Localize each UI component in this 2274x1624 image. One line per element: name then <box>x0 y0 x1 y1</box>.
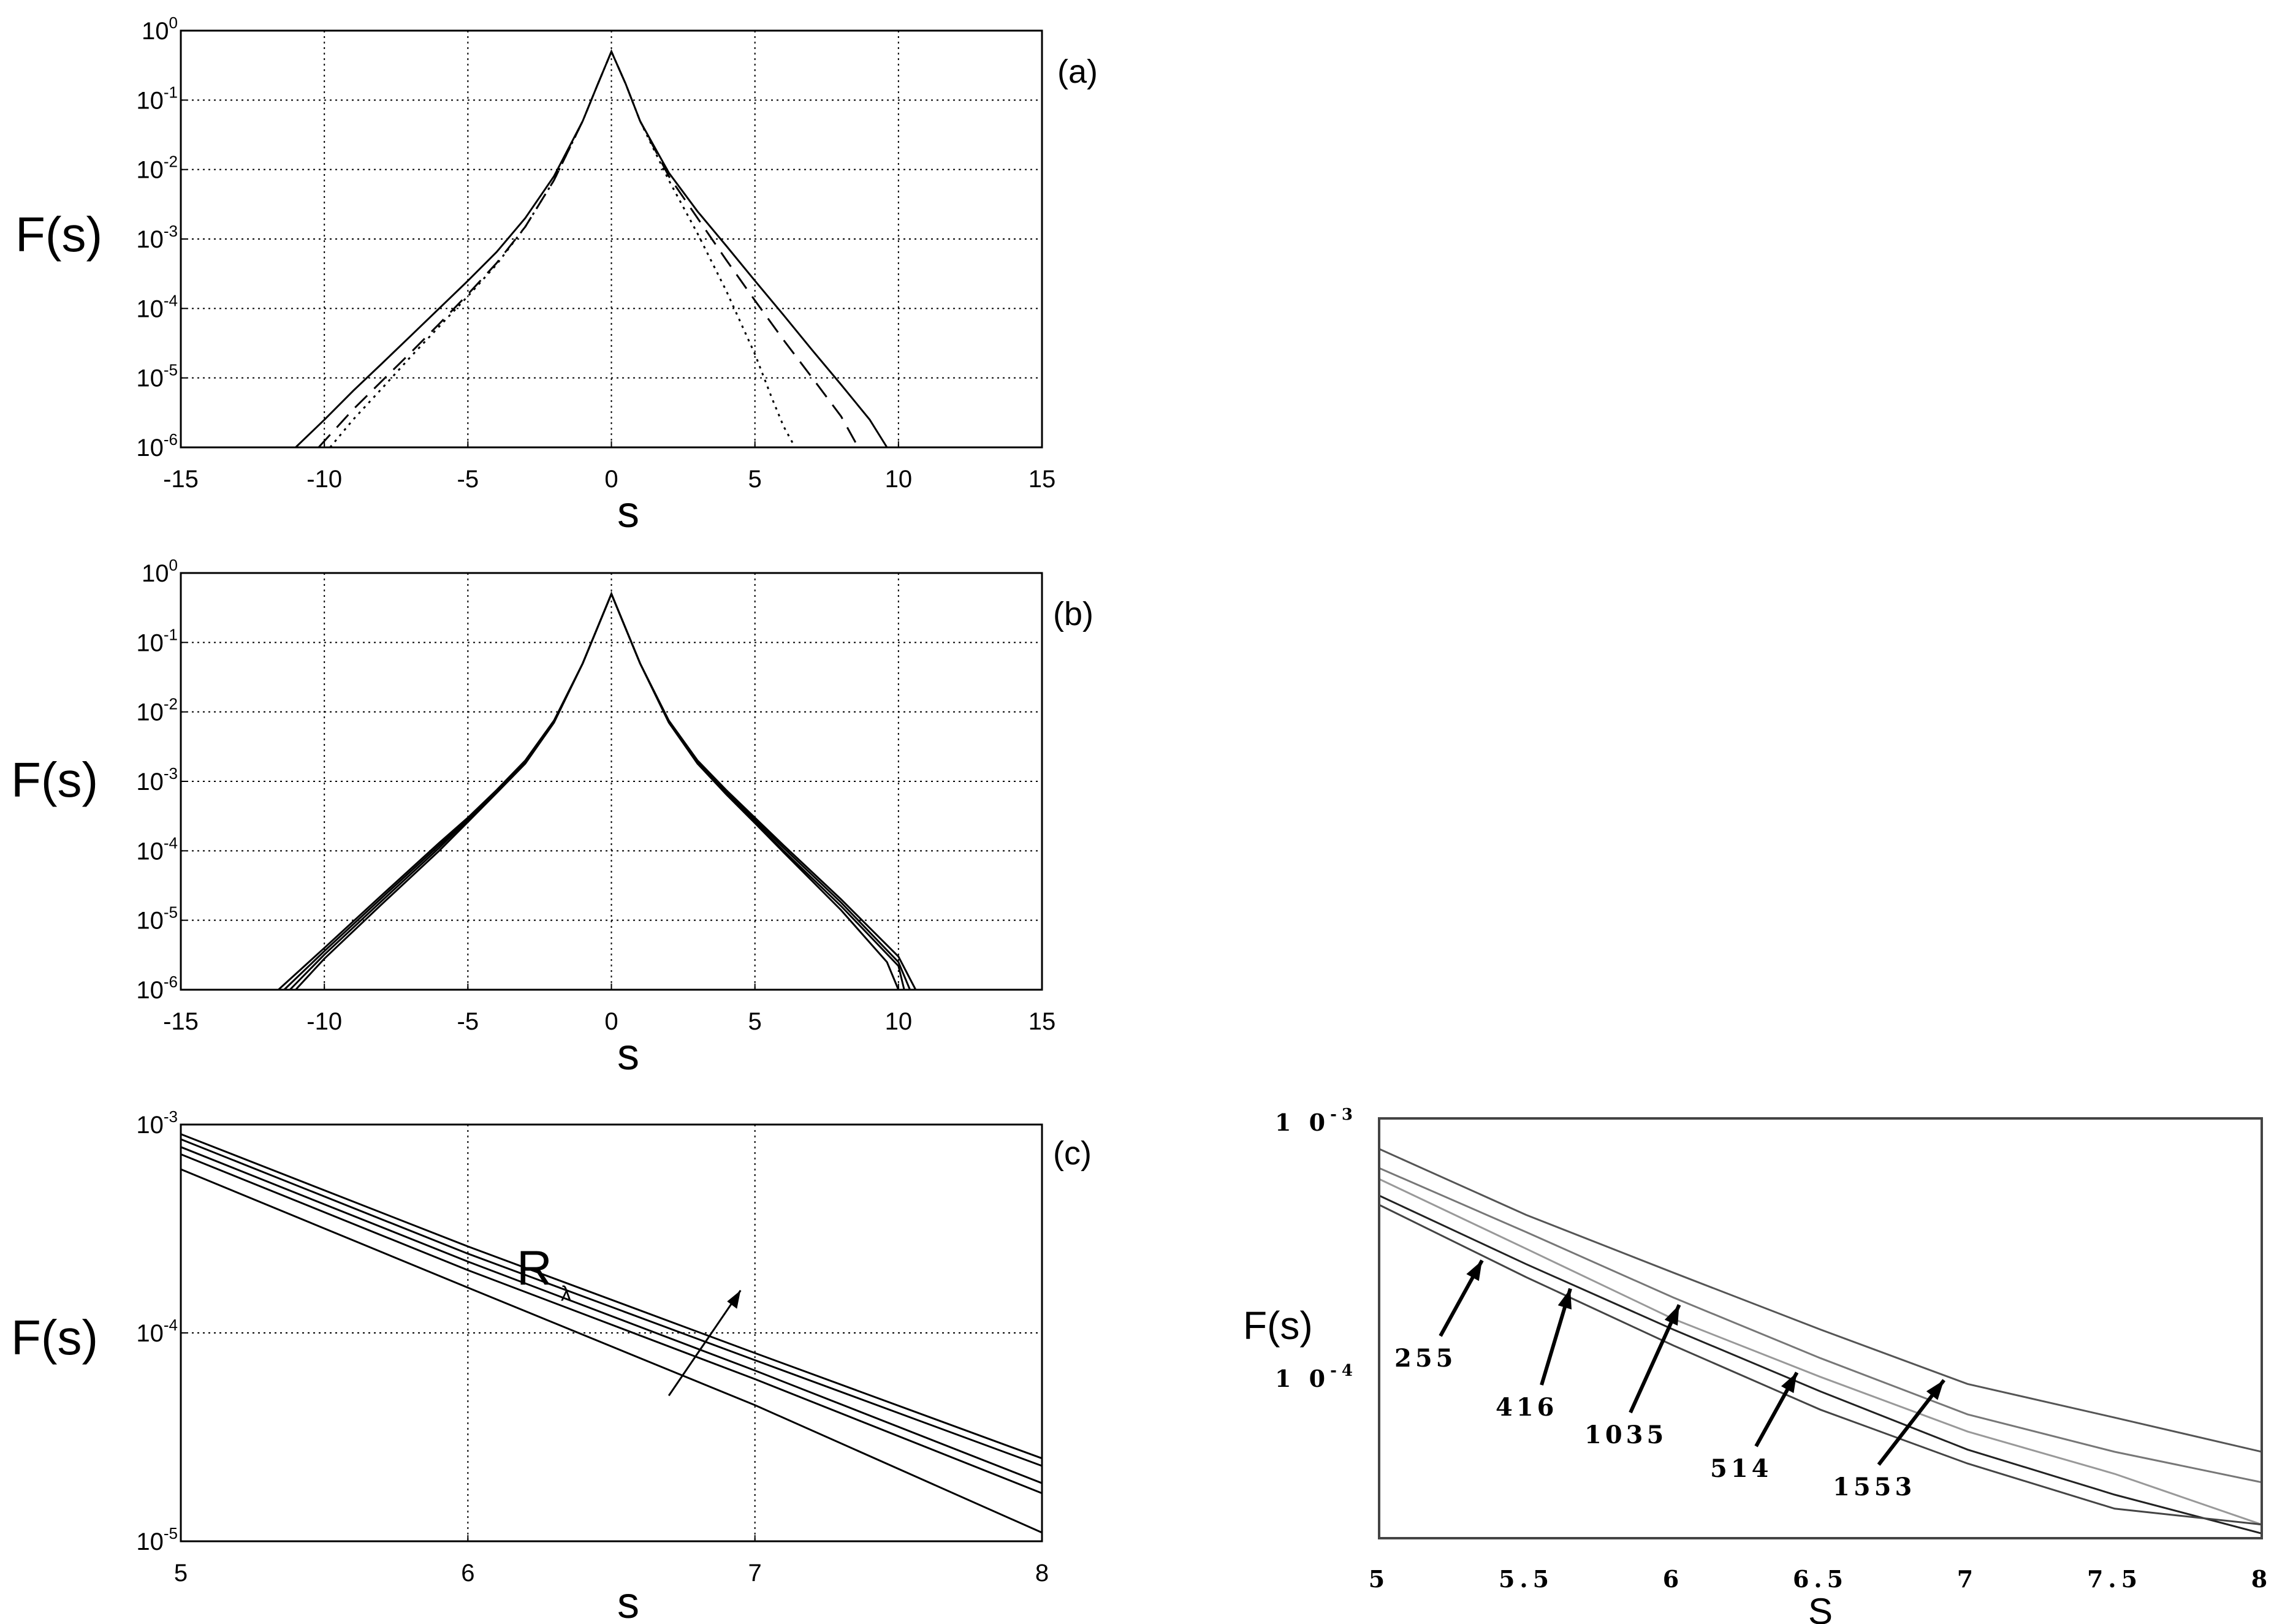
y-tick-base: 10 <box>136 365 164 392</box>
y-tick-exponent: 0 <box>169 13 178 32</box>
y-tick-base: 10 <box>136 87 164 115</box>
y-tick-base: 10 <box>136 156 164 184</box>
series-line <box>284 594 910 990</box>
y-tick-exponent: -5 <box>163 1524 178 1542</box>
series-line <box>181 1155 1042 1493</box>
x-tick-label: -10 <box>306 1008 343 1035</box>
x-tick-label: 8 <box>2251 1565 2273 1593</box>
series-line <box>181 1169 1042 1533</box>
y-tick-label <box>1275 1362 1358 1392</box>
y-tick-base: 10 <box>142 18 169 45</box>
x-tick-label: 5 <box>1368 1565 1390 1593</box>
x-tick-label: 8 <box>1035 1560 1049 1587</box>
chart-panel <box>1243 1106 2272 1624</box>
y-tick-label <box>136 1316 178 1347</box>
x-tick-label: 7 <box>748 1560 762 1587</box>
series-label: 255 <box>1394 1344 1457 1373</box>
y-tick-exponent: -4 <box>1330 1362 1358 1381</box>
x-tick-label: -5 <box>457 466 479 493</box>
x-tick-label: -10 <box>306 466 343 493</box>
y-tick-exponent: -5 <box>163 360 178 379</box>
y-tick-exponent: -5 <box>163 903 178 922</box>
arrowhead-icon <box>1466 1261 1482 1281</box>
x-tick-label: 6.5 <box>1792 1565 1849 1593</box>
x-tick-label: 15 <box>1028 466 1056 493</box>
series-line <box>290 594 904 990</box>
series-line <box>181 1139 1042 1466</box>
y-axis-label: F(s) <box>15 207 103 262</box>
y-tick-base: 10 <box>136 226 164 253</box>
chart-panel <box>11 1107 1092 1624</box>
y-tick-base: 10 <box>142 560 169 587</box>
y-tick-exponent: -3 <box>1330 1106 1358 1124</box>
y-tick-base: 1 0 <box>1275 1365 1331 1393</box>
y-tick-exponent: -3 <box>163 222 178 240</box>
y-tick-label <box>142 13 178 45</box>
y-tick-exponent: -2 <box>163 694 178 713</box>
plot-frame <box>1379 1118 2262 1538</box>
series-label: 416 <box>1496 1393 1558 1422</box>
annotation-label: R <box>516 1240 552 1296</box>
y-tick-base: 10 <box>136 434 164 461</box>
x-axis-label: S <box>1808 1591 1833 1624</box>
x-tick-label: 7.5 <box>2086 1565 2143 1593</box>
y-tick-exponent: -6 <box>163 430 178 449</box>
y-tick-base: 10 <box>136 629 164 657</box>
y-tick-base: 10 <box>136 699 164 726</box>
x-tick-label: 0 <box>604 1008 618 1035</box>
y-tick-base: 1 0 <box>1275 1109 1331 1136</box>
y-tick-label <box>136 222 178 253</box>
y-tick-label <box>136 833 178 865</box>
y-tick-base: 10 <box>136 1528 164 1555</box>
y-axis-label: F(s) <box>1243 1303 1313 1348</box>
y-axis-label: F(s) <box>11 1310 99 1365</box>
x-tick-label: 5 <box>173 1560 188 1587</box>
x-axis-label: s <box>617 1579 639 1624</box>
chart-panel <box>11 556 1093 1079</box>
y-tick-base: 10 <box>136 295 164 323</box>
series-line <box>1379 1168 2262 1482</box>
y-tick-label <box>1275 1106 1358 1136</box>
y-tick-label <box>136 361 178 392</box>
x-axis-label: s <box>617 1030 639 1079</box>
y-tick-base: 10 <box>136 977 164 1004</box>
y-tick-label <box>136 291 178 322</box>
x-tick-label: 5 <box>748 1008 762 1035</box>
y-tick-exponent: -4 <box>163 1316 178 1334</box>
x-tick-label: 15 <box>1028 1008 1056 1035</box>
y-tick-exponent: 0 <box>169 556 178 574</box>
x-tick-label: -15 <box>163 1008 199 1035</box>
series-line <box>295 594 899 990</box>
y-tick-label <box>136 1524 178 1555</box>
y-tick-exponent: -6 <box>163 973 178 991</box>
y-tick-base: 10 <box>136 768 164 795</box>
x-tick-label: -15 <box>163 466 199 493</box>
series-line <box>1379 1179 2262 1525</box>
chart-panel <box>15 13 1098 537</box>
y-tick-label <box>136 430 178 461</box>
series-label: 1553 <box>1833 1473 1916 1501</box>
x-tick-label: 0 <box>604 466 618 493</box>
y-tick-label <box>136 973 178 1004</box>
x-tick-label: 10 <box>884 1008 913 1035</box>
series-line <box>181 1134 1042 1459</box>
y-tick-base: 10 <box>136 1112 164 1139</box>
panel-label: (b) <box>1053 596 1093 632</box>
x-tick-label: 6 <box>1662 1565 1684 1593</box>
annotation-subscript: λ <box>560 1282 571 1306</box>
y-tick-label <box>136 764 178 795</box>
y-tick-label <box>136 83 178 114</box>
y-tick-exponent: -4 <box>163 291 178 310</box>
series-label: 514 <box>1710 1454 1773 1483</box>
y-tick-exponent: -2 <box>163 152 178 171</box>
x-axis-label: s <box>617 488 639 537</box>
x-tick-label: 5 <box>748 466 762 493</box>
panel-label: (c) <box>1053 1135 1092 1172</box>
y-tick-label <box>136 153 178 184</box>
y-tick-exponent: -3 <box>163 764 178 783</box>
y-axis-label: F(s) <box>11 753 99 807</box>
y-tick-exponent: -1 <box>163 625 178 644</box>
y-tick-base: 10 <box>136 1320 164 1347</box>
series-line <box>295 51 887 447</box>
x-tick-label: -5 <box>457 1008 479 1035</box>
x-tick-label: 10 <box>884 466 913 493</box>
series-line <box>319 51 859 447</box>
series-line <box>181 1147 1042 1484</box>
y-tick-label <box>136 903 178 935</box>
series-line <box>330 51 796 447</box>
series-label: 1035 <box>1584 1421 1668 1449</box>
series-line <box>278 594 916 990</box>
y-tick-exponent: -4 <box>163 833 178 852</box>
y-tick-base: 10 <box>136 838 164 865</box>
y-tick-exponent: -3 <box>163 1107 178 1126</box>
y-tick-exponent: -1 <box>163 83 178 102</box>
series-line <box>1379 1205 2262 1525</box>
series-line <box>1379 1196 2262 1533</box>
y-tick-label <box>142 556 178 587</box>
x-tick-label: 6 <box>461 1560 475 1587</box>
y-tick-label <box>136 625 178 656</box>
y-tick-base: 10 <box>136 907 164 935</box>
x-tick-label: 5.5 <box>1498 1565 1554 1593</box>
y-tick-label <box>136 1107 178 1139</box>
panel-label: (a) <box>1057 53 1098 90</box>
arrowhead-icon <box>1558 1289 1572 1310</box>
y-tick-label <box>136 695 178 726</box>
x-tick-label: 7 <box>1956 1565 1979 1593</box>
